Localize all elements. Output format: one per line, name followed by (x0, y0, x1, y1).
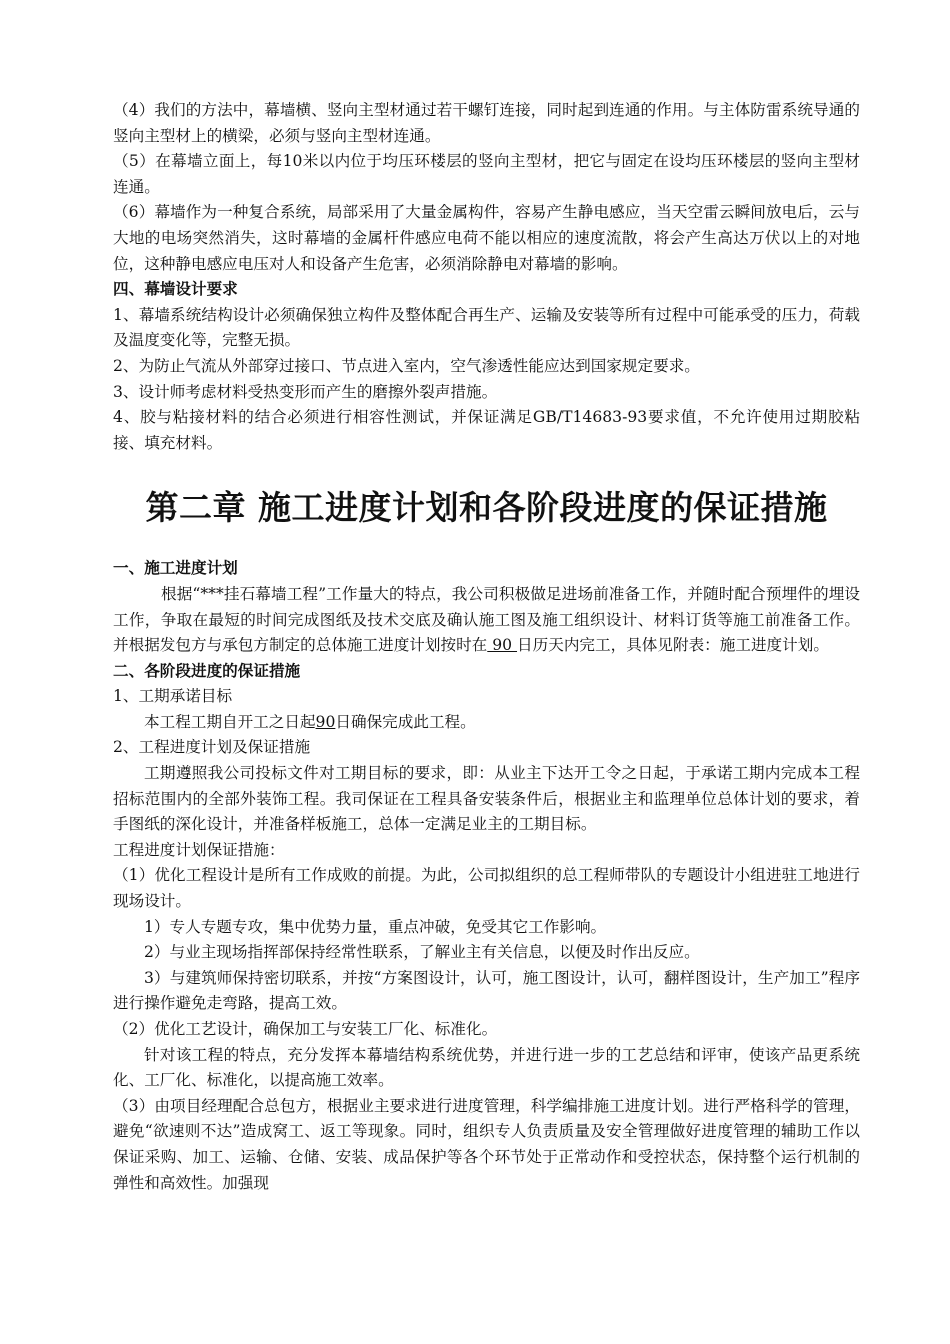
paragraph-lightning-5: （5）在幕墙立面上，每10米以内位于均压环楼层的竖向主型材，把它与固定在设均压环楼层的竖向主型材连通。 (113, 152, 860, 196)
schedule-text-a: 根据“***挂石幕墙工程”工作量大的特点，我公司积极做足进场前准备工作，并随时配合预埋件的埋设工作，争取在最短的时间完成图纸及技术交底及确认施工图及施工组织设计、材料订货等施工前准备工作。并根据发包方与承包方制定的总体施工进度计划按时在 (113, 584, 860, 655)
paragraph-schedule (113, 582, 860, 659)
measure-3: （3）由项目经理配合总包方，根据业主要求进行进度管理，科学编排施工进度计划。进行严格科学的管理，避免“欲速则不达”造成窝工、返工等现象。同时，组织专人负责质量及安全管理做好进度管理的辅助工作以保证采购、加工、运输、仓储、安装、成品保护等各个环节处于正常动作和受控状态，保持整个运行机制的弹性和高效性。加强现 (113, 1096, 860, 1192)
paragraph-progress-plan: 工期遵照我公司投标文件对工期目标的要求，即：从业主下达开工令之日起，于承诺工期内完成本工程招标范围内的全部外装饰工程。我司保证在工程具备安装条件后，根据业主和监理单位总体计划的要求，着手图纸的深化设计，并准备样板施工，总体一定满足业主的工期目标。 (113, 764, 860, 834)
measure-1: （1）优化工程设计是所有工作成败的前提。为此，公司拟组织的总工程师带队的专题设计小组进驻工地进行现场设计。 (113, 866, 860, 911)
subheading-commitment: 1、工期承诺目标 (113, 687, 233, 706)
chapter-title: 第二章 施工进度计划和各阶段进度的保证措施 (145, 488, 828, 528)
measure-1-item-2: 2）与业主现场指挥部保持经常性联系，了解业主有关信息，以便及时作出反应。 (144, 943, 700, 962)
section-heading-schedule: 一、施工进度计划 (113, 559, 238, 578)
commitment-text-b: 日确保完成此工程。 (335, 712, 476, 731)
measures-label: 工程进度计划保证措施： (113, 840, 285, 859)
commitment-days: 90 (315, 712, 336, 731)
requirement-3: 3、设计师考虑材料受热变形而产生的磨擦外裂声措施。 (113, 382, 498, 401)
paragraph-commitment (113, 710, 860, 736)
subheading-progress-plan: 2、工程进度计划及保证措施 (113, 738, 311, 757)
requirement-1: 1、幕墙系统结构设计必须确保独立构件及整体配合再生产、运输及安装等所有过程中可能承受的压力，荷载及温度变化等，完整无损。 (113, 305, 860, 350)
measure-1-item-1: 1）专人专题专攻，集中优势力量，重点冲破，免受其它工作影响。 (144, 917, 607, 936)
commitment-text-a: 本工程工期自开工之日起 (144, 712, 316, 731)
section-heading-design-requirements: 四、幕墙设计要求 (113, 280, 238, 299)
paragraph-lightning-6: （6）幕墙作为一种复合系统，局部采用了大量金属构件，容易产生静电感应，当天空雷云瞬间放电后，云与大地的电场突然消失，这时幕墙的金属杆件感应电荷不能以相应的速度流散，将会产生高达万伏以上的对地位，这种静电感应电压对人和设备产生危害，必须消除静电对幕墙的影响。 (113, 203, 860, 273)
measure-2-paragraph: 针对该工程的特点，充分发挥本幕墙结构系统优势，并进行进一步的工艺总结和评审，使该产品更系统化、工厂化、标准化，以提高施工效率。 (113, 1045, 860, 1090)
requirement-2: 2、为防止气流从外部穿过接口、节点进入室内，空气渗透性能应达到国家规定要求。 (113, 356, 700, 375)
measure-1-item-3: 3）与建筑师保持密切联系，并按“方案图设计，认可，施工图设计，认可，翻样图设计，生产加工”程序进行操作避免走弯路，提高工效。 (113, 968, 860, 1013)
section-heading-guarantee: 二、各阶段进度的保证措施 (113, 661, 301, 680)
measure-2: （2）优化工艺设计，确保加工与安装工厂化、标准化。 (113, 1020, 498, 1038)
schedule-days: 90 (487, 636, 518, 655)
requirement-4: 4、胶与粘接材料的结合必须进行相容性测试，并保证满足GB/T14683-93要求值，不允许使用过期胶粘接、填充材料。 (113, 408, 860, 452)
schedule-text-b: 日历天内完工，具体见附表：施工进度计划。 (517, 636, 829, 655)
paragraph-lightning-4: （4）我们的方法中，幕墙横、竖向主型材通过若干螺钉连接，同时起到连通的作用。与主体防雷系统导通的竖向主型材上的横梁，必须与竖向主型材连通。 (113, 101, 860, 145)
